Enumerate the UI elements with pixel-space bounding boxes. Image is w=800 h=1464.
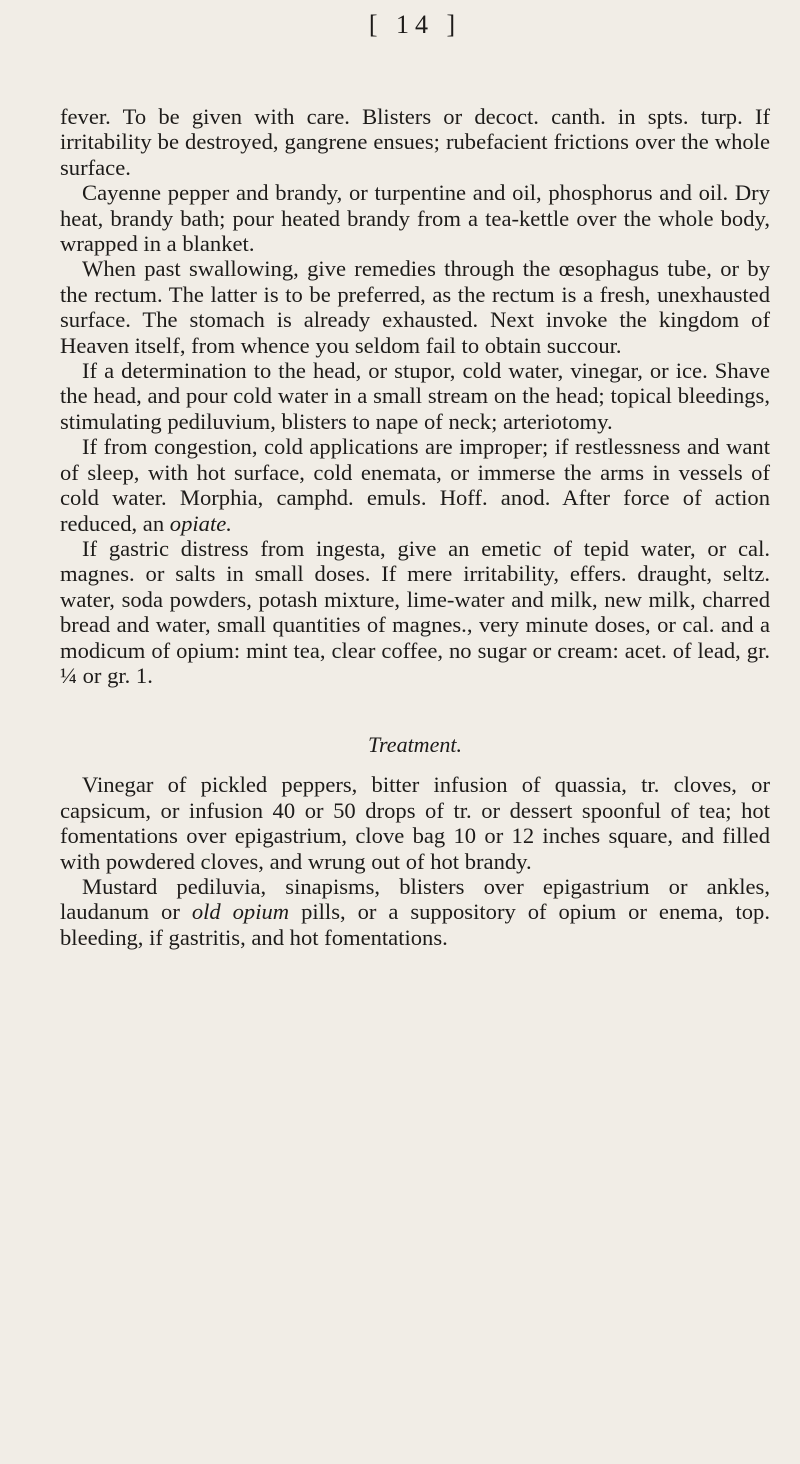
treatment-heading: Treatment. [368,732,462,758]
paragraph-gastric: If gastric distress from ingesta, give an emetic of tepid water, or cal. magnes. or salts in small doses. If mere irritability, effers. draught, seltz. water, soda powders, potash mixture, lime-water and milk, new milk, charred bread and water, small quantities of magnes., very minute doses, or cal. and a modicum of opium: mint tea, clear coffee, no sugar or cream: acet. of lead, gr. ¼ or gr. 1. [60,535,770,688]
paragraph-swallowing: When past swallowing, give remedies through the œsophagus tube, or by the rectum. The latter is to be preferred, as the rectum is a fresh, unexhausted surface. The stomach is already exhausted. Next invoke the kingdom of Heaven itself, from whence you seldom fail to obtain succour. [60,256,770,358]
paragraph-treatment-mustard [60,874,770,950]
body-text [60,104,770,950]
paragraph-head-determination: If a determination to the head, or stupor, cold water, vinegar, or ice. Shave the head, and pour cold water in a small stream on the head; topical bleedings, stimulating pediluvium, blisters to nape of neck; arteriotomy. [60,358,770,434]
opiate-word: opiate. [169,510,232,536]
page-number: [ 14 ] [368,10,462,39]
paragraph-congestion [60,434,770,536]
paragraph-cayenne: Cayenne pepper and brandy, or turpentine and oil, phosphorus and oil. Dry heat, brandy bath; pour heated brandy from a tea-kettle over the whole body, wrapped in a blanket. [60,180,770,257]
mustard-text-after: pills, or a suppository of opium or enema, top. bleeding, if gastritis, and hot fomentations. [60,899,770,950]
paragraph-treatment-vinegar: Vinegar of pickled peppers, bitter infusion of quassia, tr. cloves, or capsicum, or infusion 40 or 50 drops of tr. or dessert spoonful of tea; hot fomentations over epigastrium, clove bag 10 or 12 inches square, and filled with powdered cloves, and wrung out of hot brandy. [60,772,770,874]
congestion-text: If from congestion, cold applications are improper; if restlessness and want of sleep, with hot surface, cold enemata, or immerse the arms in vessels of cold water. Morphia, camphd. emuls. Hoff. anod. After force of action reduced, an [60,434,770,536]
mustard-text-before: Mustard pediluvia, sinapisms, blisters over epigastrium or ankles, laudanum or [60,873,770,925]
paragraph-fever-continuation: fever. To be given with care. Blisters or decoct. canth. in spts. turp. If irritability be destroyed, gangrene ensues; rubefacient frictions over the whole surface. [60,104,770,180]
old-opium-italic: old opium [191,899,290,925]
